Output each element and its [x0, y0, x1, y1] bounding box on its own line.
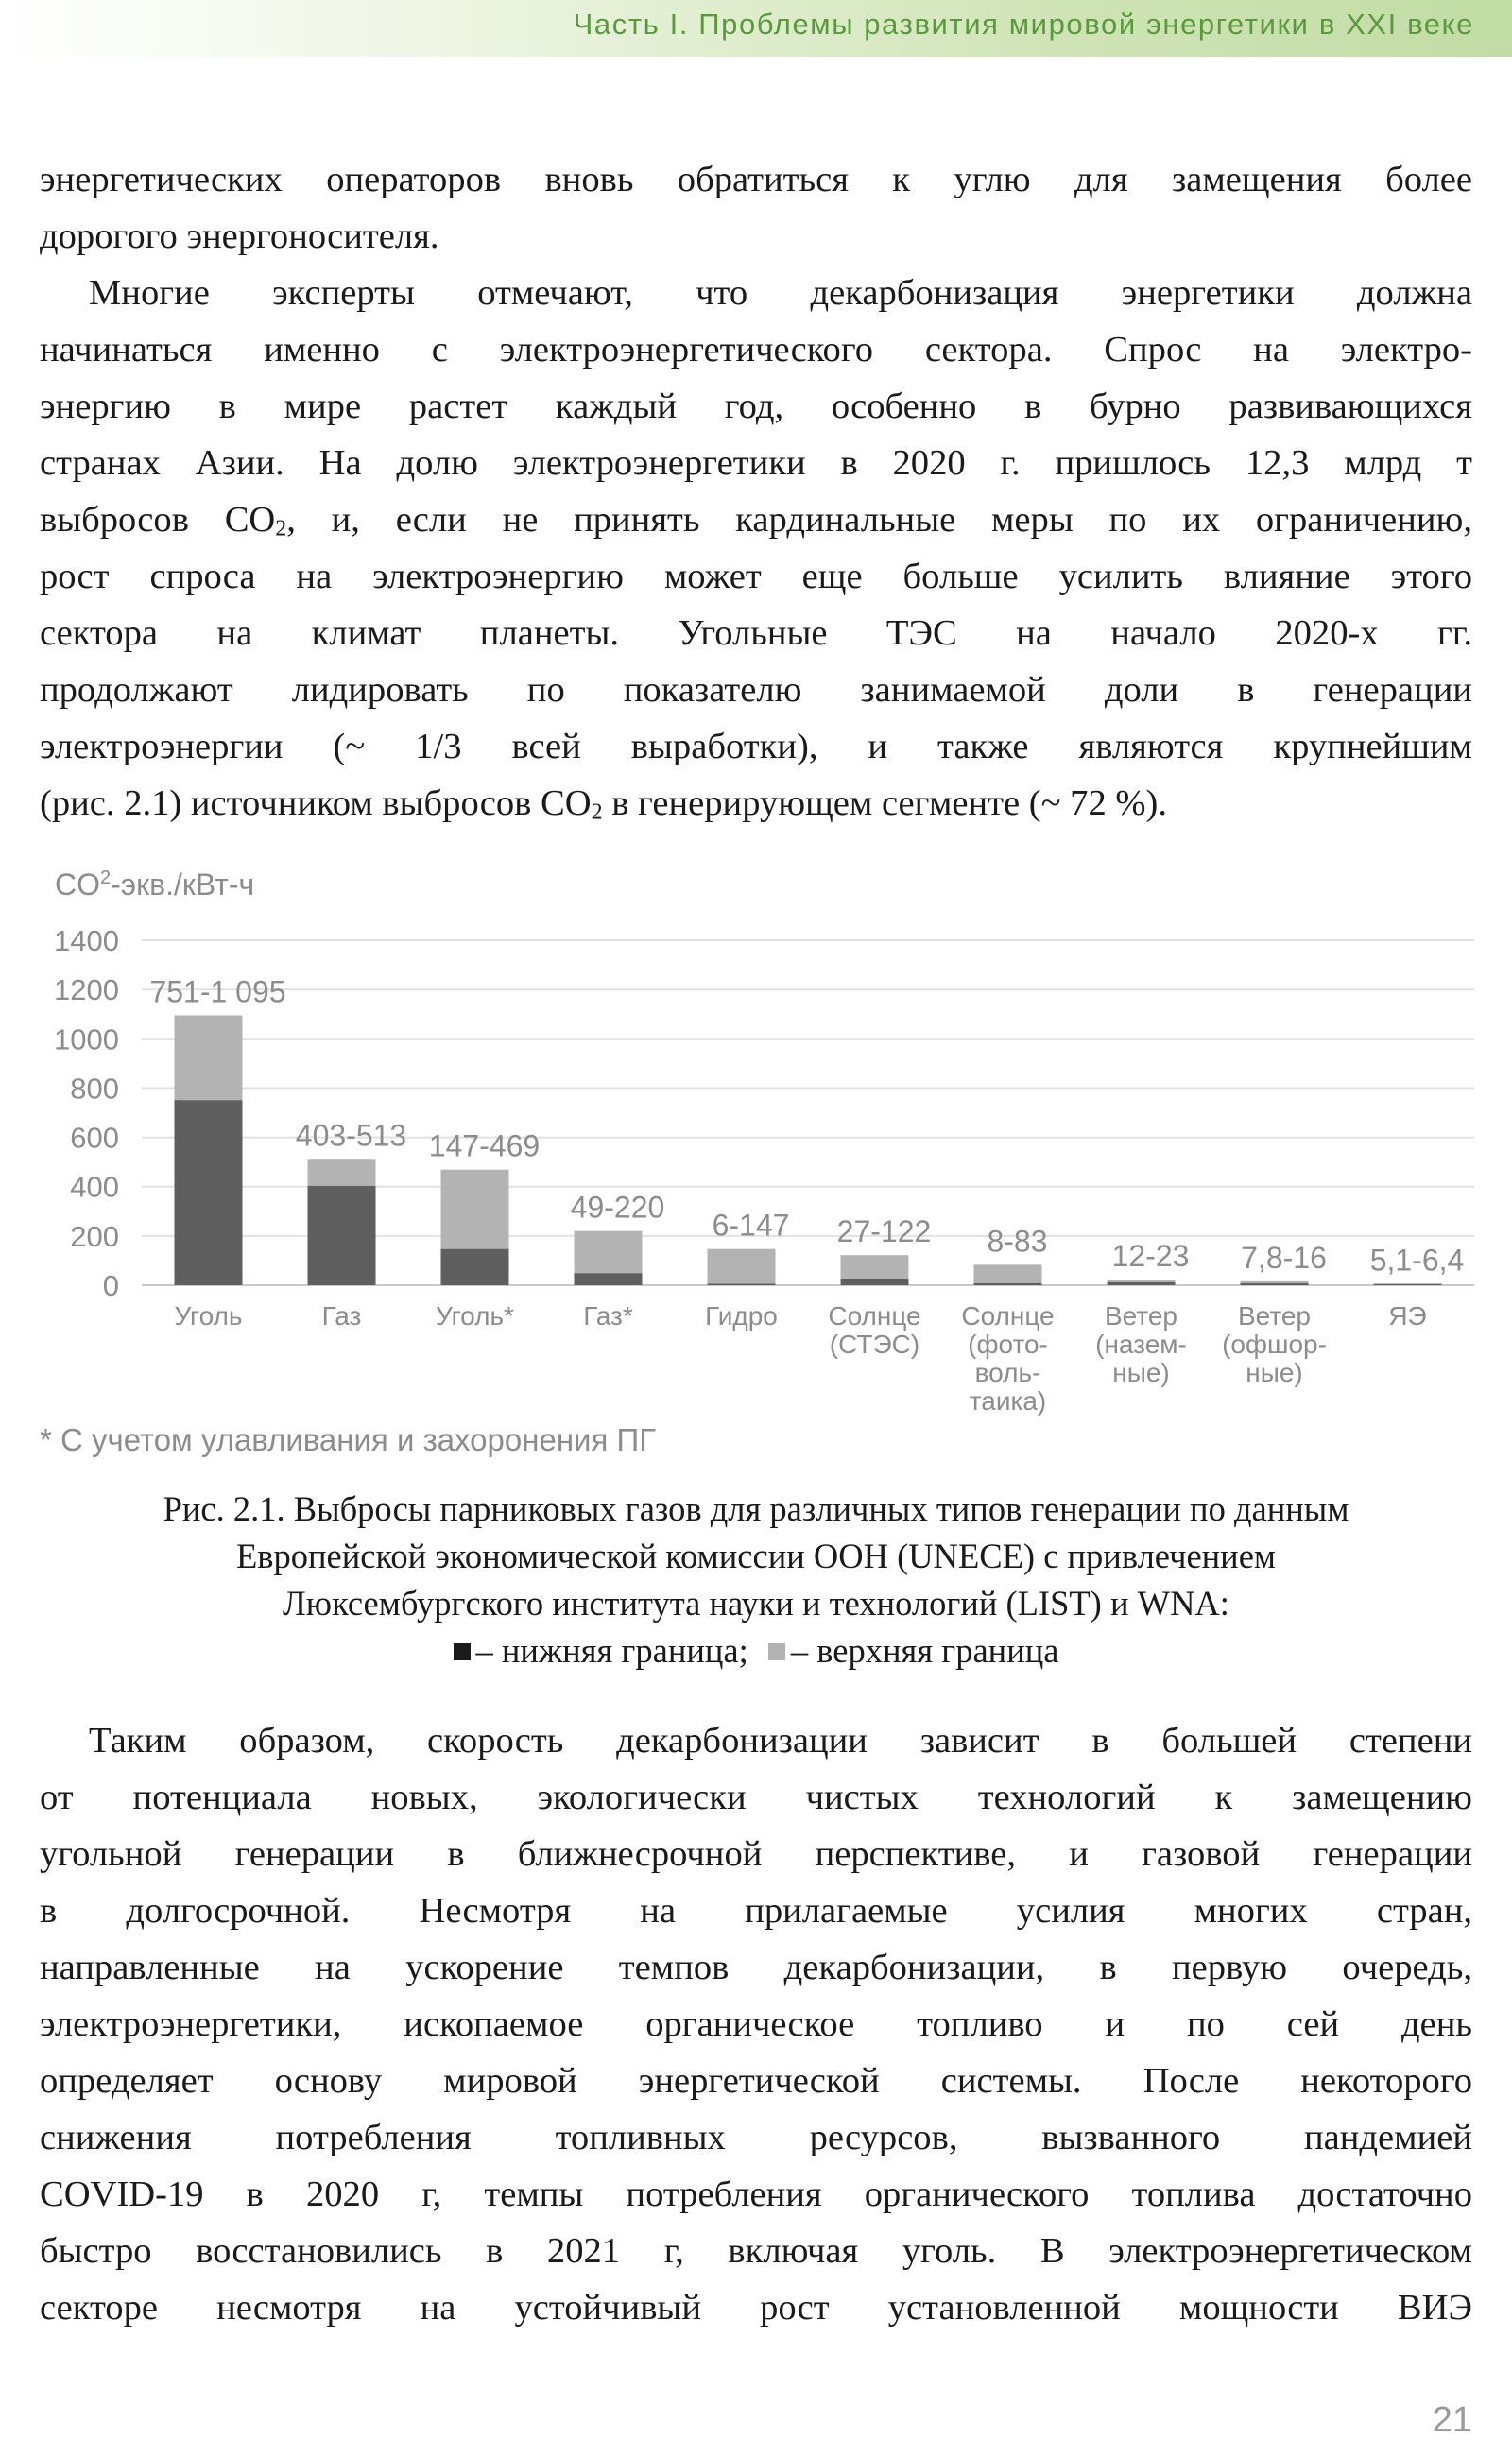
y-tick-label: 800 — [70, 1072, 119, 1106]
paragraph-2-line-6: рост спроса на электроэнергию может еще больше усилить влияние этого — [40, 557, 1472, 596]
bar-upper-bound — [841, 1255, 909, 1279]
range-label: 403-513 — [295, 1118, 407, 1153]
y-tick-label: 400 — [70, 1170, 119, 1204]
paragraph-3-line-10: быстро восстановились в 2021 г, включая уголь. В электроэнергетическом — [40, 2231, 1472, 2271]
y-unit-label-b: -экв./кВт-ч — [111, 868, 255, 902]
x-category-label-line: Гидро — [705, 1301, 778, 1331]
x-category-label-line: Газ* — [583, 1301, 633, 1331]
x-category-label-line: Ветер — [1105, 1301, 1177, 1331]
x-category-label — [174, 1301, 242, 1331]
x-category-label-line: (фото- — [968, 1330, 1048, 1359]
bar-lower-bound — [575, 1273, 643, 1285]
range-label: 751-1 095 — [149, 974, 286, 1009]
legend-upper-swatch — [768, 1643, 785, 1660]
x-category-label-line: таика) — [969, 1386, 1047, 1416]
paragraph-2-line-2: начинаться именно с электроэнергетического сектора. Спрос на электро- — [40, 330, 1472, 369]
paragraph-3-line-6: электроэнергетики, ископаемое органическое топливо и по сей день — [40, 2004, 1472, 2044]
paragraph-3-line-11: секторе несмотря на устойчивый рост установленной мощности ВИЭ — [40, 2288, 1472, 2328]
bar-upper-bound — [1108, 1280, 1176, 1282]
x-category-label-line: (назем- — [1095, 1330, 1187, 1359]
range-label: 27-122 — [836, 1214, 932, 1249]
caption-line-2: Европейской экономической комиссии ООН (UNECE) с привлечением — [235, 1537, 1277, 1575]
y-tick-label: 1400 — [54, 924, 119, 957]
paragraph-3-line-7: определяет основу мировой энергетической системы. После некоторого — [40, 2061, 1472, 2101]
x-category-label — [705, 1301, 778, 1331]
bar-lower-bound — [974, 1283, 1042, 1285]
y-tick-label: 200 — [70, 1219, 119, 1253]
bar-lower-bound — [841, 1279, 909, 1285]
x-category-label-line: ЯЭ — [1388, 1301, 1427, 1331]
paragraph-1-line-2: дорогого энергоносителя. — [40, 216, 439, 256]
legend-lower-swatch — [454, 1643, 471, 1660]
x-category-label-line: воль- — [974, 1358, 1041, 1387]
bar-upper-bound — [575, 1231, 643, 1274]
caption-legend — [40, 1627, 1472, 1675]
x-category-label-line: Солнце — [961, 1301, 1055, 1331]
y-unit-label — [55, 868, 254, 902]
paragraph-3-line-1: Таким образом, скорость декарбонизации зависит в большей степени — [89, 1721, 1472, 1761]
bar-upper-bound — [175, 1016, 243, 1101]
running-header-title: Часть I. Проблемы развития мировой энергетики в XXI веке — [573, 8, 1474, 41]
legend-upper-label: – верхняя граница — [790, 1631, 1059, 1670]
x-category-label — [1095, 1301, 1187, 1387]
bar-lower-bound — [1241, 1283, 1309, 1285]
bar-upper-bound — [974, 1264, 1042, 1283]
paragraph-3-line-4: в долгосрочной. Несмотря на прилагаемые усилия многих стран, — [40, 1891, 1472, 1931]
x-category-label-line: ные) — [1246, 1358, 1303, 1387]
x-category-label-line: Уголь* — [436, 1301, 514, 1331]
paragraph-2-line-10-subscript: 2 — [591, 799, 603, 825]
range-label: 6-147 — [712, 1208, 790, 1243]
y-unit-label-a: CO — [55, 868, 100, 902]
bar-upper-bound — [441, 1170, 509, 1249]
paragraph-3-line-3: угольной генерации в ближнесрочной перспективе, и газовой генерации — [40, 1834, 1472, 1874]
x-category-label — [961, 1301, 1054, 1416]
bar-lower-bound — [308, 1186, 376, 1285]
range-label: 49-220 — [570, 1190, 665, 1225]
emissions-bar-chart — [0, 855, 1512, 1418]
x-category-label-line: (офшор- — [1222, 1330, 1327, 1359]
paragraph-2-line-5-b: , и, если не принять кардинальные меры по их ограничению, — [286, 500, 1472, 540]
chart-footnote: * С учетом улавливания и захоронения ПГ — [40, 1422, 657, 1457]
x-category-label-line: Уголь — [174, 1301, 243, 1331]
paragraph-2-line-8: продолжают лидировать по показателю занимаемой доли в генерации — [40, 670, 1472, 710]
paragraph-2-line-1: Многие эксперты отмечают, что декарбонизация энергетики должна — [89, 273, 1472, 313]
range-label: 8-83 — [987, 1224, 1048, 1259]
paragraph-2-line-5-a: выбросов CO — [40, 500, 276, 540]
paragraph-3 — [40, 1712, 1472, 2336]
paragraph-3-line-2: от потенциала новых, экологически чистых технологий к замещению — [40, 1778, 1472, 1817]
x-category-label-line: Солнце — [828, 1301, 921, 1331]
paragraph-2-line-10-a: (рис. 2.1) источником выбросов CO — [40, 783, 592, 823]
range-label: 5,1-6,4 — [1369, 1243, 1465, 1278]
paragraph-1 — [40, 151, 1472, 265]
header-band — [0, 0, 1512, 57]
range-label: 7,8-16 — [1241, 1240, 1327, 1275]
bar-lower-bound — [441, 1249, 509, 1285]
paragraph-2-line-10-b: в генерирующем сегменте (~ 72 %). — [602, 783, 1168, 823]
x-category-label-line: (СТЭС) — [829, 1330, 920, 1359]
bar-lower-bound — [1108, 1282, 1176, 1285]
y-tick-label: 1000 — [54, 1022, 119, 1057]
figure-caption — [40, 1486, 1472, 1675]
paragraph-2 — [40, 265, 1472, 832]
x-category-label — [436, 1301, 514, 1331]
caption-line-3: Люксембургского института науки и технологий (LIST) и WNA: — [283, 1584, 1229, 1623]
x-category-label-line: Ветер — [1238, 1301, 1311, 1331]
bar-lower-bound — [175, 1100, 243, 1285]
page-number: 21 — [1432, 2400, 1472, 2440]
range-label: 147-469 — [428, 1128, 541, 1163]
paragraph-2-line-3: энергию в мире растет каждый год, особенно в бурно развивающихся — [40, 387, 1472, 426]
paragraph-3-line-8: снижения потребления топливных ресурсов, вызванного пандемией — [40, 2118, 1472, 2157]
y-tick-label: 1200 — [54, 973, 119, 1007]
legend-lower-label: – нижняя граница; — [475, 1631, 748, 1670]
paragraph-2-line-4: странах Азии. На долю электроэнергетики в 2020 г. пришлось 12,3 млрд т — [40, 443, 1472, 483]
x-category-label — [583, 1301, 633, 1331]
paragraph-1-line-1: энергетических операторов вновь обратиться к углю для замещения более — [40, 160, 1472, 199]
paragraph-2-line-9: электроэнергии (~ 1/3 всей выработки), и также являются крупнейшим — [40, 727, 1472, 766]
x-category-label — [1388, 1301, 1426, 1331]
chart-x-axis — [174, 1301, 1426, 1416]
x-category-label — [828, 1301, 920, 1359]
y-tick-label: 600 — [70, 1121, 119, 1155]
caption-line-1: Рис. 2.1. Выбросы парниковых газов для различных типов генерации по данным — [163, 1489, 1349, 1528]
y-unit-label-superscript: 2 — [100, 868, 112, 888]
bar-upper-bound — [308, 1159, 376, 1186]
chart-y-axis — [54, 924, 119, 1302]
paragraph-3-line-5: направленные на ускорение темпов декарбонизации, в первую очередь, — [40, 1948, 1472, 1987]
x-category-label-line: Газ — [321, 1301, 362, 1331]
y-tick-label: 0 — [102, 1269, 119, 1302]
paragraph-3-line-9: COVID-19 в 2020 г, темпы потребления органического топлива достаточно — [40, 2174, 1472, 2214]
paragraph-2-line-7: сектора на климат планеты. Угольные ТЭС на начало 2020-х гг. — [40, 613, 1472, 653]
paragraph-2-line-5-subscript: 2 — [275, 516, 287, 541]
paragraph-2-line-5 — [40, 491, 1472, 548]
x-category-label-line: ные) — [1112, 1358, 1170, 1387]
bar-upper-bound — [708, 1249, 776, 1284]
x-category-label — [322, 1301, 362, 1331]
bar-lower-bound — [1374, 1284, 1442, 1285]
bar-lower-bound — [708, 1283, 776, 1285]
paragraph-2-line-10 — [40, 775, 1472, 832]
bar-upper-bound — [1241, 1281, 1309, 1283]
x-category-label — [1222, 1301, 1327, 1387]
range-label: 12-23 — [1111, 1239, 1190, 1274]
